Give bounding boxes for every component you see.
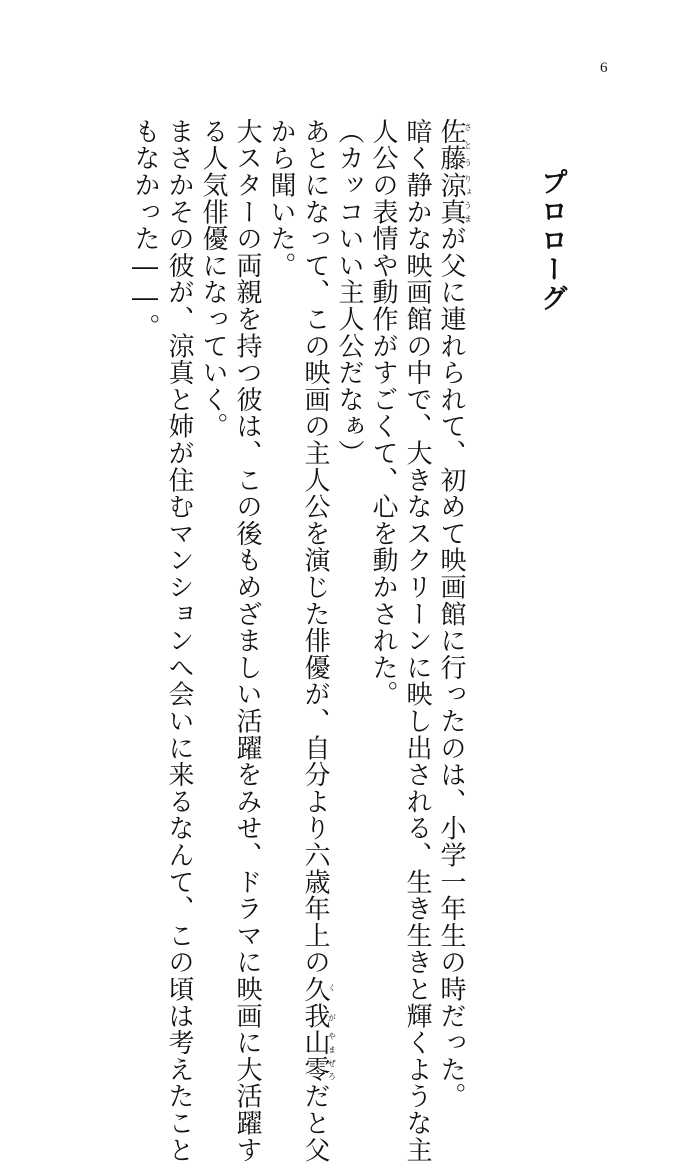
page-number: 6	[600, 60, 608, 76]
text-line-8: る人気俳優になっていく。	[198, 118, 228, 440]
text-line-3: 人公の表情や動作がすごくて、心を動かされた。	[368, 118, 398, 708]
text-line-1: 佐藤さとう涼真りょうまが父に連れられて、初めて映画館に行ったのは、小学一年生の時だった。	[436, 118, 473, 1110]
text-line-4: （カッコいい主人公だなぁ）	[334, 118, 364, 467]
ruby-yamazero: 山零やまぜろ	[300, 1029, 337, 1083]
text-line-6: から聞いた。	[266, 118, 296, 279]
text-line-5: あとになって、この映画の主人公を演じた俳優が、自分より六歳年上の久我くが山零やまぜろだと父	[300, 118, 337, 1163]
chapter-title: プロローグ	[536, 168, 567, 313]
text-line-9: まさかその彼が、涼真と姉が住むマンションへ会いに来るなんて、この頃は考えたこと	[164, 118, 194, 1163]
ruby-kuga: 久我くが	[300, 975, 337, 1030]
ruby-ryoma: 涼真りょうま	[436, 171, 473, 226]
text-line-2: 暗く静かな映画館の中で、大きなスクリーンに映し出される、生き生きと輝くような主	[402, 118, 432, 1163]
text-line-7: 大スターの両親を持つ彼は、この後もめざましい活躍をみせ、ドラマに映画に大活躍す	[232, 118, 262, 1163]
ruby-sato: 佐藤さとう	[436, 118, 473, 172]
text-line-10: もなかった――。	[130, 118, 160, 341]
